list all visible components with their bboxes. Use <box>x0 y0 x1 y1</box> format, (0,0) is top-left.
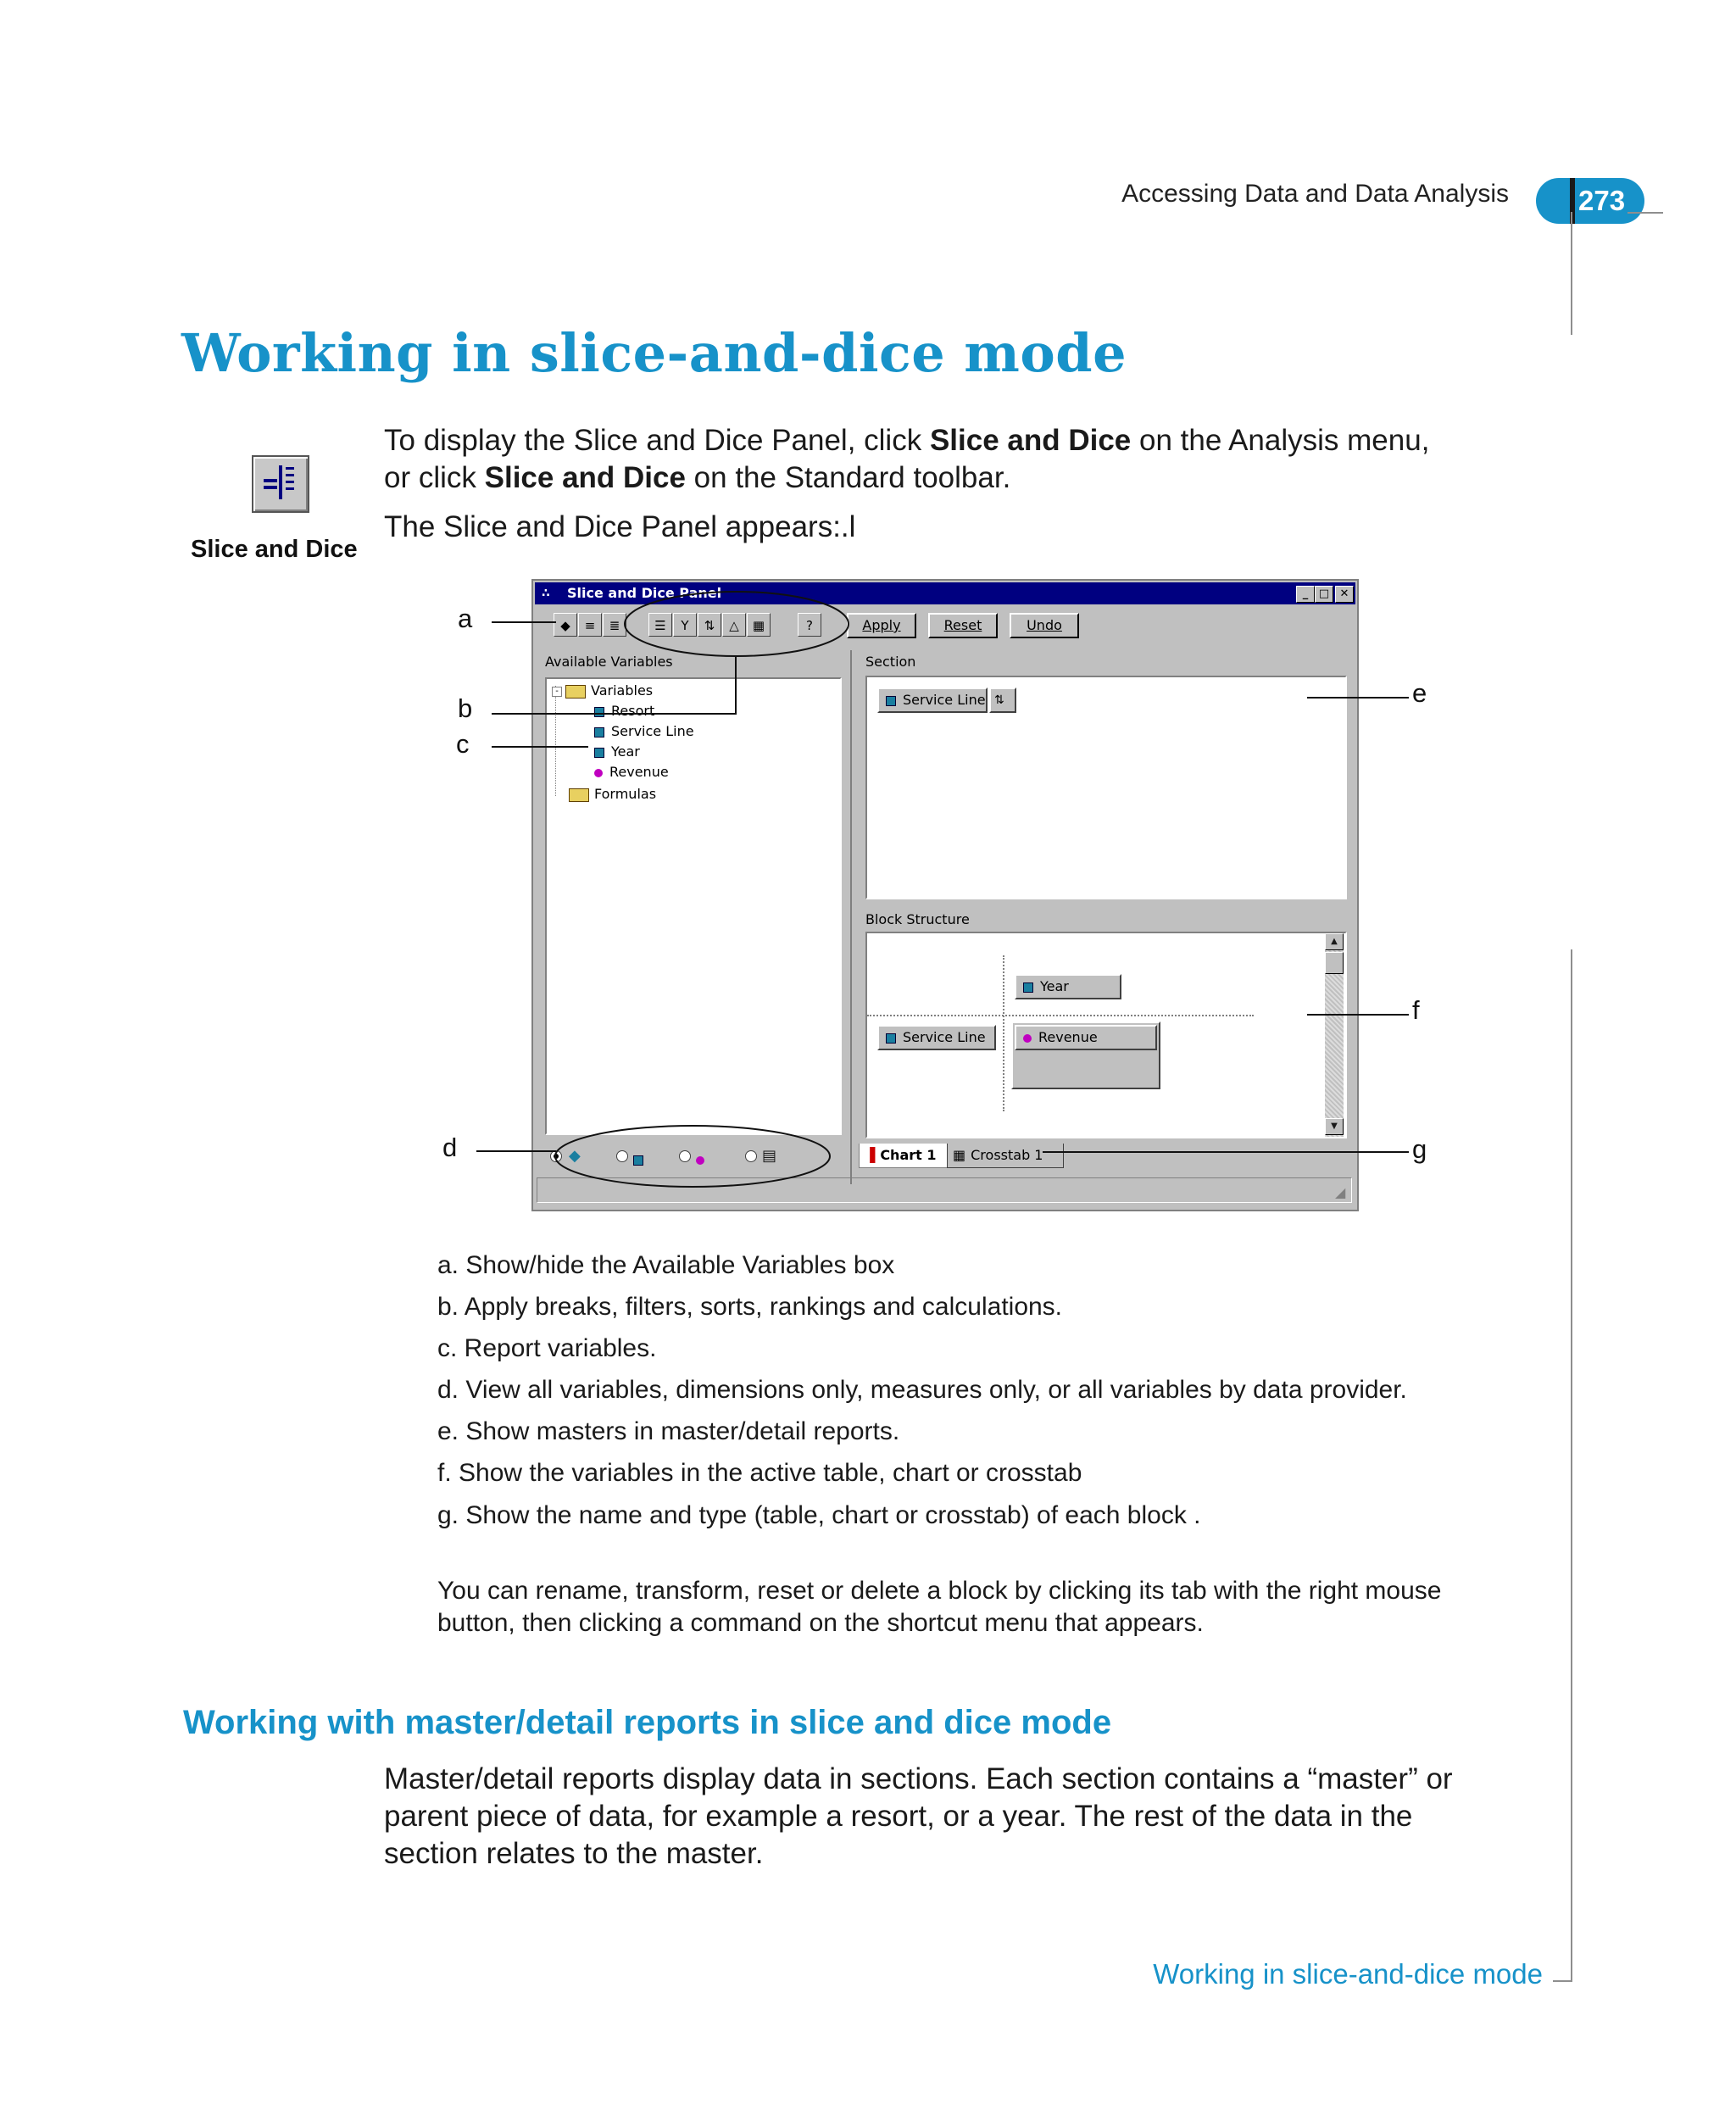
intro-bold: Slice and Dice <box>929 424 1132 457</box>
break-icon[interactable]: ☰ <box>648 613 672 637</box>
filter-icon[interactable]: Y <box>673 613 697 637</box>
chart-icon: ▐ <box>865 1147 876 1163</box>
intro-text: To display the Slice and Dice Panel, click <box>384 424 930 457</box>
tree-item-resort[interactable]: Resort <box>594 703 654 719</box>
callout-e: e <box>1412 678 1427 708</box>
legend-item: c. Report variables. <box>437 1334 657 1362</box>
intro-text: or click <box>384 461 485 494</box>
legend-item: a. Show/hide the Available Variables box <box>437 1251 895 1279</box>
running-head: Accessing Data and Data Analysis <box>1121 180 1509 208</box>
legend-item: f. Show the variables in the active table, chart or crosstab <box>437 1459 1082 1487</box>
panel-appears-text: The Slice and Dice Panel appears:.l <box>384 510 856 543</box>
block-row-chip[interactable]: Service Line <box>877 1025 996 1050</box>
reset-button[interactable]: Reset <box>928 613 998 638</box>
callout-f: f <box>1412 995 1420 1025</box>
close-icon[interactable]: ✕ <box>1335 586 1354 603</box>
callout-c: c <box>456 729 470 759</box>
callout-ellipse-toolbar <box>625 592 849 656</box>
callout-d: d <box>442 1133 458 1162</box>
window-app-icon: ∴ <box>542 587 550 600</box>
footer-link[interactable]: Working in slice-and-dice mode <box>1153 1958 1543 1990</box>
resize-grip-icon[interactable]: ◢ <box>1335 1184 1346 1200</box>
page-number: 273 <box>1578 185 1626 216</box>
note-paragraph: You can rename, transform, reset or delete a block by clicking its tab with the right mouse button, then clicking a command on the shortcut menu that appears. <box>437 1577 1442 1637</box>
crosstab-icon: ▦ <box>953 1147 966 1163</box>
section-label: Section <box>865 654 916 670</box>
icon-caption: Slice and Dice <box>191 536 358 563</box>
maximize-icon[interactable]: □ <box>1315 586 1333 603</box>
block-body-chip[interactable]: Revenue <box>1015 1025 1157 1050</box>
legend-item: e. Show masters in master/detail reports. <box>437 1417 900 1445</box>
sort-icon[interactable]: ⇅ <box>989 687 1016 713</box>
legend-item: g. Show the name and type (table, chart or crosstab) of each block . <box>437 1501 1201 1529</box>
page-title: Working in slice-and-dice mode <box>181 322 1127 384</box>
ranking-icon[interactable]: △ <box>722 613 746 637</box>
tree-item-formulas[interactable]: Formulas <box>569 786 656 802</box>
tree-item-year[interactable]: Year <box>594 743 640 760</box>
window-title: Slice and Dice Panel <box>567 585 722 601</box>
calculation-icon[interactable]: ▦ <box>747 613 771 637</box>
sort-icon[interactable]: ⇅ <box>698 613 721 637</box>
callout-b: b <box>458 693 473 723</box>
tab-crosstab-1[interactable]: ▦ Crosstab 1 <box>947 1144 1064 1168</box>
undo-button[interactable]: Undo <box>1010 613 1079 638</box>
leader-line-b <box>492 656 736 714</box>
callout-g: g <box>1412 1134 1427 1164</box>
show-variables-icon[interactable]: ◆ <box>554 613 577 637</box>
intro-text: on the Analysis menu, <box>1131 424 1430 457</box>
minimize-icon[interactable]: _ <box>1296 586 1315 603</box>
legend-item: b. Apply breaks, filters, sorts, rankings and calculations. <box>437 1293 1063 1321</box>
section-chip[interactable]: Service Line <box>877 687 988 713</box>
help-icon[interactable]: ? <box>798 613 821 637</box>
subheading: Working with master/detail reports in slice and dice mode <box>183 1704 1112 1741</box>
intro-bold: Slice and Dice <box>484 461 686 494</box>
block-structure-label: Block Structure <box>865 911 970 927</box>
block-column-chip[interactable]: Year <box>1015 974 1121 999</box>
master-detail-paragraph: Master/detail reports display data in sections. Each section contains a “master” or parent piece of data, for example a resort, or a year. The rest of the data in the section relates to the master. <box>384 1762 1453 1870</box>
block-view-icon[interactable]: ≣ <box>603 613 626 637</box>
tree-root[interactable]: - Variables <box>552 682 653 699</box>
callout-ellipse-radios <box>555 1126 830 1187</box>
tab-chart-1[interactable]: ▐ Chart 1 <box>859 1144 950 1168</box>
available-variables-label: Available Variables <box>545 654 673 670</box>
section-view-icon[interactable]: ≡ <box>578 613 602 637</box>
apply-button[interactable]: Apply <box>847 613 916 638</box>
tree-item-service-line[interactable]: Service Line <box>594 723 694 739</box>
intro-text: on the Standard toolbar. <box>685 461 1011 494</box>
scroll-up-icon[interactable]: ▲ <box>1325 933 1344 950</box>
scroll-down-icon[interactable]: ▼ <box>1325 1118 1344 1135</box>
legend-item: d. View all variables, dimensions only, measures only, or all variables by data provider. <box>437 1376 1407 1404</box>
all-variables-icon: ◆ <box>569 1147 581 1165</box>
callout-a: a <box>458 604 473 633</box>
data-provider-icon: ▤ <box>762 1147 777 1165</box>
tree-item-revenue[interactable]: Revenue <box>594 764 669 780</box>
